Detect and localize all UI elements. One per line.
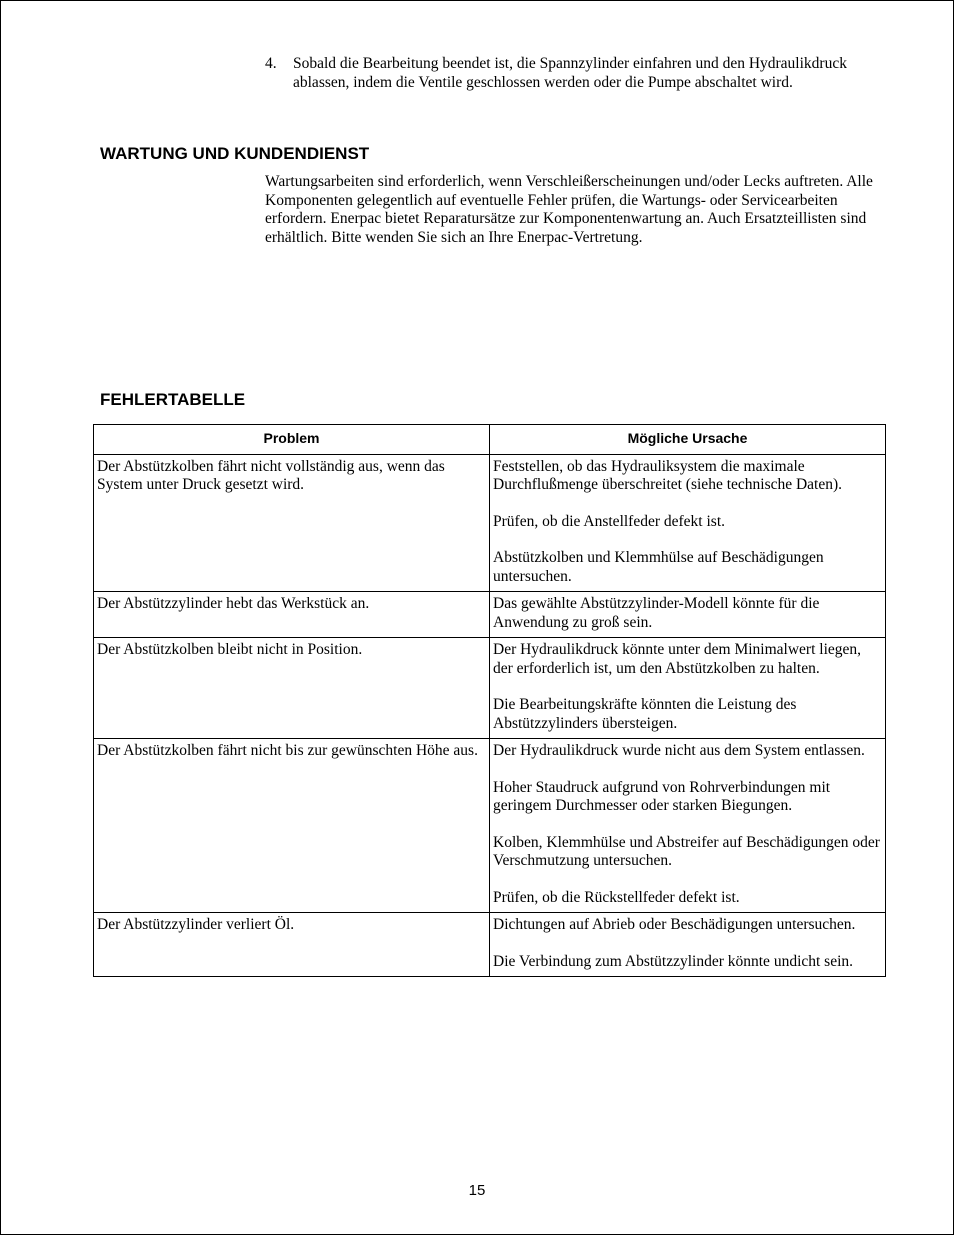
step-number: 4. (265, 55, 277, 72)
cause-text: Dichtungen auf Abrieb oder Beschädigungen untersuchen. (493, 916, 856, 933)
cause-text: Der Hydraulikdruck wurde nicht aus dem System entlassen. (493, 742, 865, 759)
step-item (265, 55, 865, 92)
problem-cell: Der Abstützkolben fährt nicht vollständig aus, wenn das System unter Druck gesetzt wird. (94, 454, 490, 592)
cause-text: Prüfen, ob die Rückstellfeder defekt ist. (493, 888, 740, 906)
table-row (94, 592, 886, 638)
cause-cell (490, 454, 886, 592)
cause-text: Prüfen, ob die Anstellfeder defekt ist. (493, 512, 726, 530)
page-number: 15 (468, 1182, 486, 1199)
problem-cell: Der Abstützkolben bleibt nicht in Position. (94, 638, 490, 739)
cause-cell (490, 739, 886, 913)
cause-cell (490, 913, 886, 977)
step-text: Sobald die Bearbeitung beendet ist, die Spannzylinder einfahren und den Hydraulikdruck ablassen, indem die Ventile geschlossen werden oder die Pumpe abschaltet wird. (293, 55, 847, 91)
cause-cell (490, 592, 886, 638)
table-header-row (94, 425, 886, 455)
column-header-problem: Problem (94, 425, 490, 455)
cause-text: Die Bearbeitungskräfte könnten die Leistung des Abstützzylinders übersteigen. (493, 696, 797, 732)
fault-table-body (94, 454, 886, 977)
cause-text: Der Hydraulikdruck könnte unter dem Minimalwert liegen, der erforderlich ist, um den Abstützkolben zu halten. (493, 641, 862, 677)
maintenance-text: Wartungsarbeiten sind erforderlich, wenn Verschleißerscheinungen und/oder Lecks auftreten. Alle Komponenten gelegentlich auf eventuelle Fehler prüfen, die Wartungs- oder Servicearbeiten erfordern. Enerpac bietet Reparatursätze zur Komponentenwartung an. Auch Ersatzteillisten sind erhältlich. Bitte wenden Sie sich an Ihre Enerpac-Vertretung. (265, 173, 873, 246)
cause-text: Kolben, Klemmhülse und Abstreifer auf Beschädigungen oder Verschmutzung untersuchen. (493, 833, 880, 869)
table-row (94, 913, 886, 977)
fault-table (93, 424, 886, 977)
cause-text: Feststellen, ob das Hydrauliksystem die maximale Durchflußmenge überschreitet (siehe technische Daten). (493, 457, 843, 493)
problem-cell: Der Abstützzylinder verliert Öl. (94, 913, 490, 977)
cause-text: Hoher Staudruck aufgrund von Rohrverbindungen mit geringem Durchmesser oder starken Biegungen. (493, 778, 831, 814)
cause-text: Abstützkolben und Klemmhülse auf Beschädigungen untersuchen. (493, 549, 824, 585)
problem-cell: Der Abstützkolben fährt nicht bis zur gewünschten Höhe aus. (94, 739, 490, 913)
cause-text: Das gewählte Abstützzylinder-Modell könnte für die Anwendung zu groß sein. (493, 595, 820, 631)
cause-cell (490, 638, 886, 739)
problem-cell: Der Abstützzylinder hebt das Werkstück an. (94, 592, 490, 638)
table-row (94, 638, 886, 739)
table-row (94, 739, 886, 913)
fault-table-heading: FEHLERTABELLE (100, 390, 246, 409)
column-header-cause: Mögliche Ursache (490, 425, 886, 455)
table-row (94, 454, 886, 592)
maintenance-heading: WARTUNG UND KUNDENDIENST (100, 144, 370, 163)
cause-text: Die Verbindung zum Abstützzylinder könnte undicht sein. (493, 952, 854, 970)
